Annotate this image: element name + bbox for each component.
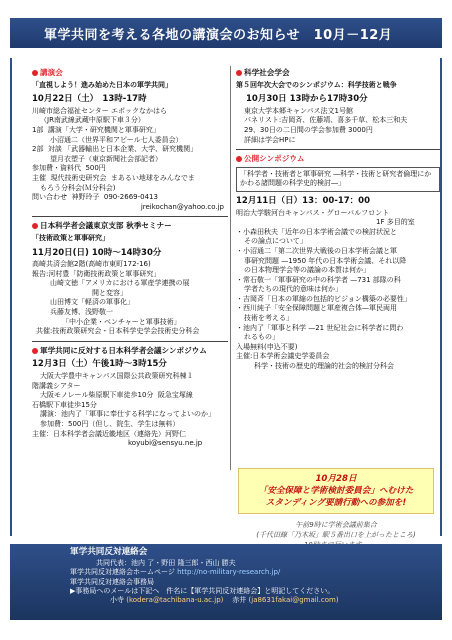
event-detail: ・小森田秋夫「近年の日本学術会議での検討状況と (236, 227, 397, 236)
event-detail: 講演：池内了「軍事に奉仕する科学になってよいのか」 (40, 410, 215, 419)
event-detail: 1部 講演「大学・研究機関と軍事研究」 (32, 125, 160, 134)
event-detail: 山田博文「軽済の軍事化」 (50, 298, 134, 307)
event-lecture-kawasaki (32, 68, 228, 212)
event-detail: 事研究問題 —1950 年代の日本学術会議、それ以降 (244, 256, 407, 265)
contact-email[interactable]: (ja8631fakai@gmail.com) (248, 596, 339, 605)
event-label: 軍学共同に反対する日本科学者会議シンポジウム (40, 345, 207, 355)
event-detail: その論点について」 (244, 237, 307, 246)
contact-name: 小寺 (110, 596, 124, 605)
contact-email[interactable]: koyubi@sensyu.ne.jp (128, 439, 203, 448)
mail-instruction: ▶事務局へのメールは下記へ 件名に【軍学共同反対連絡会】と明記してください。 (70, 586, 335, 595)
event-detail: 山崎文徳「アメリカにおける軍産学連携の展 (50, 279, 190, 288)
event-detail: もろう分科会(Ｍ分科会) (40, 183, 116, 192)
right-column (236, 68, 440, 372)
homepage-label: 軍学共同反対連絡会ホームページ (70, 568, 175, 577)
bullet-icon (32, 70, 38, 76)
event-detail: 小沼通二（世界平和アピール七人委員会） (50, 135, 183, 144)
event-detail: 東京大学本郷キャンパス法文1号館 (244, 106, 353, 115)
bullet-icon (236, 70, 242, 76)
event-detail: ・池内了「軍事と科学 —21 世紀社会に科学者に問わ (236, 323, 404, 332)
event-detail: 共催:技術政策研究会・日本科学史学会技術史分科会 (36, 327, 200, 336)
event-symposium-osaka (32, 346, 228, 449)
homepage-row (70, 568, 442, 577)
event-detail: 29、30日の二日間の学会参加費 3000円 (244, 125, 373, 134)
event-detail: 主催:日本学術会議史学委員会 (236, 352, 330, 361)
left-column (32, 68, 228, 449)
event-detail: 階講義シアター (32, 381, 81, 390)
event-detail: 学者たちの現代的意味は何か」 (244, 285, 342, 294)
organizer-representatives: 共同代表：池内 了・野田 隆三郎・西山 勝夫 (96, 559, 236, 568)
event-heading (236, 154, 440, 164)
event-detail: れるもの」 (244, 333, 279, 342)
event-detail: 石橋駅下車徒歩15分 (32, 400, 97, 409)
organizer-name: 軍学共同反対連絡会 (70, 547, 148, 557)
contact-row (70, 596, 442, 605)
event-detail: 詳細は学会HPに (244, 135, 296, 144)
homepage-link[interactable]: http://no-military-research.jp/ (177, 568, 281, 577)
notice-line: (千代田線「乃木坂」駅５番出口を上がったところ) (256, 531, 416, 539)
event-detail: 参加費：500円（但し、院生、学生は無料） (40, 420, 180, 428)
bullet-icon (32, 348, 38, 354)
event-subtitle: 「科学者・技術者と軍事研究 ―科学・技術と研究者倫理にかかわる諸問題の科学史的検討―」 (240, 169, 432, 188)
event-heading (236, 68, 440, 78)
event-date: 10月30日 13時から17時30分 (246, 94, 368, 105)
event-heading (32, 221, 228, 231)
column-divider (230, 66, 231, 470)
event-detail: 兵藤友博、浅野敬一 (50, 308, 113, 317)
event-detail: ・西川純子「安全保障問題と軍産複合体—軍民両用 (236, 304, 397, 313)
event-detail: 1F 多目的室 (376, 218, 415, 227)
event-subtitle: 第５回年次大会でのシンポジウム：科学技術と戦争 (236, 80, 397, 89)
event-detail: 主催：日本科学者会議近畿地区（連絡先）河野仁 (32, 429, 186, 438)
event-detail: 科学・技術の歴史的理論的社会的検討分科会 (254, 362, 394, 371)
right-frame-border (440, 58, 442, 536)
secretariat-label: 軍学共同反対連絡会事務局 (70, 577, 154, 586)
notice-date: 10月28日 (315, 474, 357, 484)
event-detail: パネリスト:吉岡斉、佐藤靖、喜多千草、松本三和夫 (244, 116, 408, 125)
event-detail: の日本物理学会等の議論の本質は何か」 (244, 266, 370, 275)
event-date: 12月11日（日）13：00-17：00 (236, 195, 371, 206)
event-detail: 問い合わせ 神野玲子 090-2669-0413 (32, 193, 158, 202)
event-detail: ・常石敬一「軍事研究の中の科学者 —731 部隊の科 (236, 275, 401, 284)
section-divider (32, 216, 228, 217)
event-subtitle-box (236, 167, 440, 192)
event-seminar-tokyo (32, 221, 228, 337)
event-heading (32, 346, 228, 356)
left-frame-border (10, 58, 12, 536)
contact-name: 赤井 (232, 596, 247, 605)
event-heading (32, 68, 228, 78)
event-detail: 「中小企業・ベンチャーと軍事技術」 (62, 317, 181, 326)
event-date: 11月20日(日) 10時～14時30分 (32, 247, 162, 258)
bullet-icon (236, 156, 242, 162)
event-detail: 望月衣塑子（東京新聞社会部記者） (50, 154, 162, 163)
section-divider (236, 149, 440, 150)
page-title (10, 18, 442, 48)
notice-line: 「安全保障と学術検討委員会」へむけた (258, 486, 414, 496)
standing-action-notice (238, 468, 434, 514)
event-label: 科学社会学会 (244, 68, 290, 77)
contact-email[interactable]: (kodera@tachibana-u.ac.jp) (126, 596, 224, 605)
event-detail: 2部 対談 「武器輸出と日本企業、大学、研究機関」 (32, 145, 198, 154)
event-detail: 明治大学駿河台キャンパス・グローバルフロント (236, 208, 390, 217)
event-detail: 参加費・資料代 500円 (32, 164, 106, 173)
event-detail: 報告:河村豊「防衛技術政策と軍事研究」 (32, 269, 161, 278)
event-detail: 大阪モノレール柴原駅下車徒歩10分 阪急宝塚線 (40, 391, 193, 400)
event-detail: 入場無料(申込不要) (236, 342, 298, 351)
section-divider (32, 341, 228, 342)
event-date: 12月3日（土）午後1時～3時15分 (32, 359, 167, 370)
contact-email[interactable]: jreikochan@yahoo.co.jp (140, 202, 224, 211)
event-public-symposium (236, 154, 440, 371)
event-sociology-society (236, 68, 440, 145)
organizer-footer (10, 544, 442, 620)
event-detail: 主催 現代技術史研究会 まあるい地球をみんなでま (32, 173, 195, 182)
event-detail: ・吉岡斉「日本の軍縮の包括的ビジョン構築の必要性」 (236, 294, 411, 303)
event-detail: （JR南武線武蔵中原駅下車３分） (40, 116, 145, 125)
event-subtitle: 「技術政策と軍事研究」 (32, 233, 109, 242)
page-title-text: 軍学共同を考える各地の講演会のお知らせ 10月－12月 (44, 27, 393, 43)
event-date: 10月22日（土） 13時-17時 (32, 94, 147, 105)
notice-line: 午前9時に学術会議前集合 (295, 521, 377, 529)
notice-line: スタンディング要請行動への参加を! (265, 498, 407, 508)
event-detail: 川崎市総合福祉センター エポックなかはら (32, 106, 167, 115)
event-subtitle: 「直視しよう！進み始めた日本の軍学共同」 (32, 80, 172, 89)
event-detail: 大阪大学豊中キャンパス国際公共政策研究科棟１ (40, 372, 194, 381)
event-label: 講演会 (40, 68, 63, 77)
event-detail: 開と変容」 (92, 288, 127, 297)
event-label: 公開シンポジウム (244, 154, 305, 164)
bullet-icon (32, 223, 38, 229)
event-label: 日本科学者会議東京支部 秋季セミナー (40, 221, 172, 231)
event-detail: ・小沼通二「第二次世界大戦後の日本学術会議と軍 (236, 246, 397, 255)
event-detail: 技術を考える」 (244, 314, 293, 323)
event-detail: 高崎共済会館2階(高崎市東町172-16) (32, 260, 151, 269)
